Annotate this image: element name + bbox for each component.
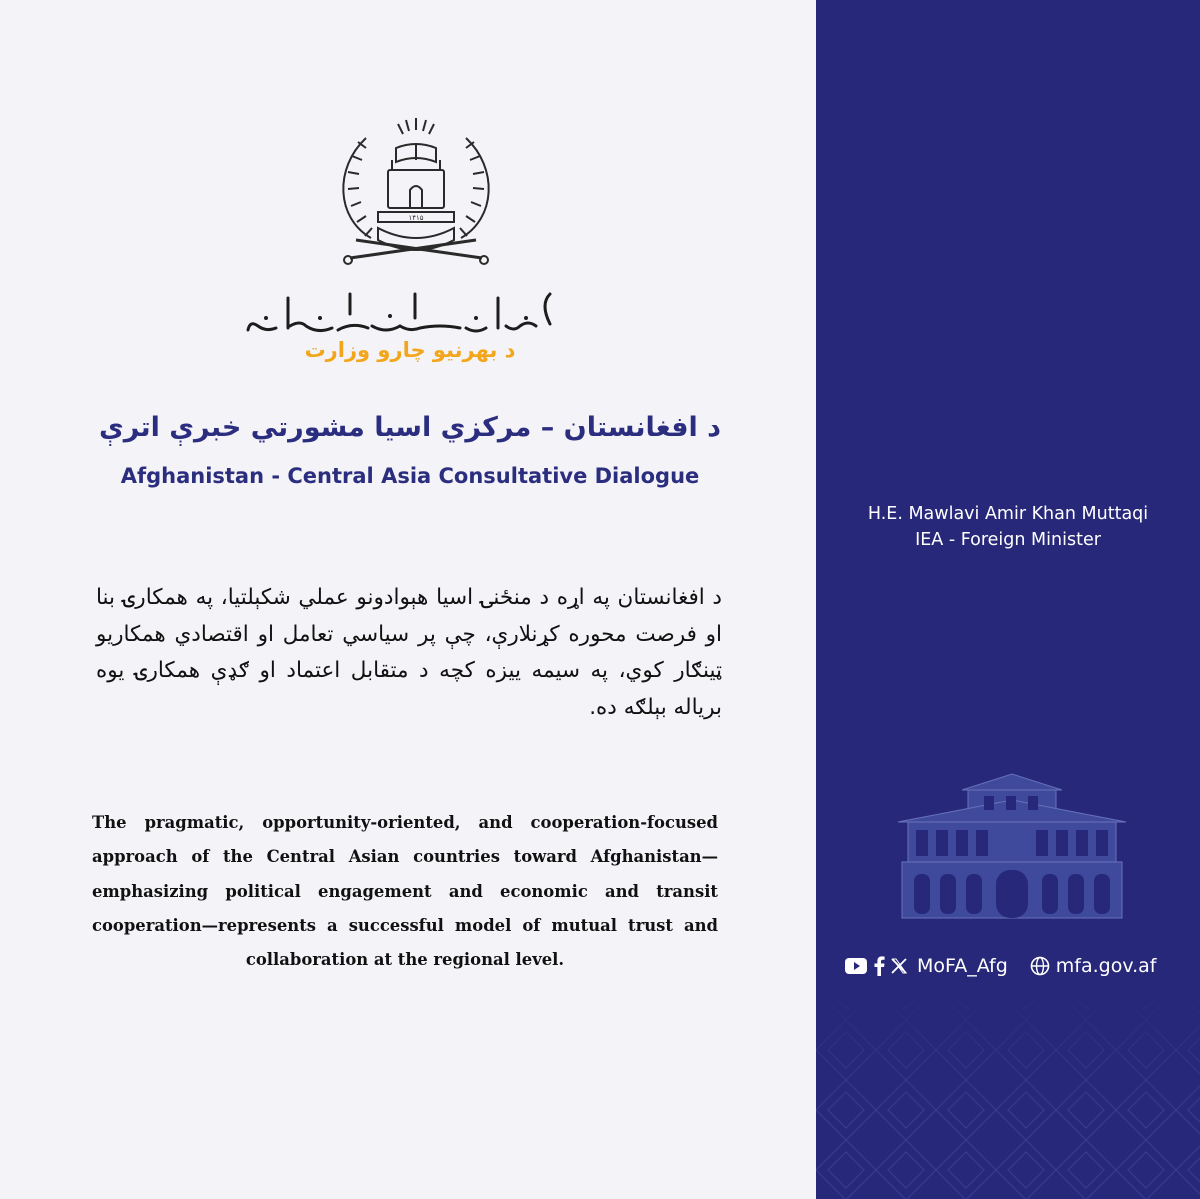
- emblem-icon: [326, 108, 506, 278]
- right-panel: [816, 0, 1200, 1199]
- social-handle[interactable]: MoFA_Afg: [917, 955, 1008, 977]
- svg-text:۱۴۱۵: ۱۴۱۵: [408, 214, 424, 222]
- minister-name: H.E. Mawlavi Amir Khan Muttaqi: [867, 504, 1149, 524]
- geometric-pattern: [816, 0, 1200, 1199]
- body-text-pashto: د افغانستان په اړه د منځنۍ اسيا هېوادونو عملي شکېلتيا، په همکارۍ بنا او فرصت محوره کړنلارې، چې پر سياسي تعامل او اقتصادي همکاريو ټينګار کوي، په سيمه ييزه کچه د متقابل اعتماد او ګډې همکارۍ يوه برياله بېلګه ده.: [96, 585, 722, 720]
- body-text-english: The pragmatic, opportunity-oriented, and cooperation-focused approach of the Central Asian countries toward Afghanistan—emphasizing political engagement and economic and transit cooperation—represents a successful model of mutual trust and collaboration at the regional level.: [92, 813, 718, 970]
- youtube-icon[interactable]: [845, 958, 867, 974]
- facebook-icon[interactable]: [873, 956, 885, 976]
- page-title-english: Afghanistan - Central Asia Consultative Dialogue: [120, 464, 700, 488]
- social-links: [845, 952, 1157, 980]
- globe-icon: [1030, 956, 1050, 976]
- ministry-name: د بهرنيو چارو وزارت: [304, 338, 516, 362]
- minister-title: IEA - Foreign Minister: [915, 530, 1101, 550]
- page-title-pashto: د افغانستان – مرکزي اسيا مشورتي خبرې اترې: [98, 412, 722, 443]
- building-icon: [892, 770, 1132, 920]
- x-icon[interactable]: [891, 958, 907, 974]
- calligraphy-logo: [240, 288, 580, 340]
- website-link[interactable]: mfa.gov.af: [1055, 955, 1157, 977]
